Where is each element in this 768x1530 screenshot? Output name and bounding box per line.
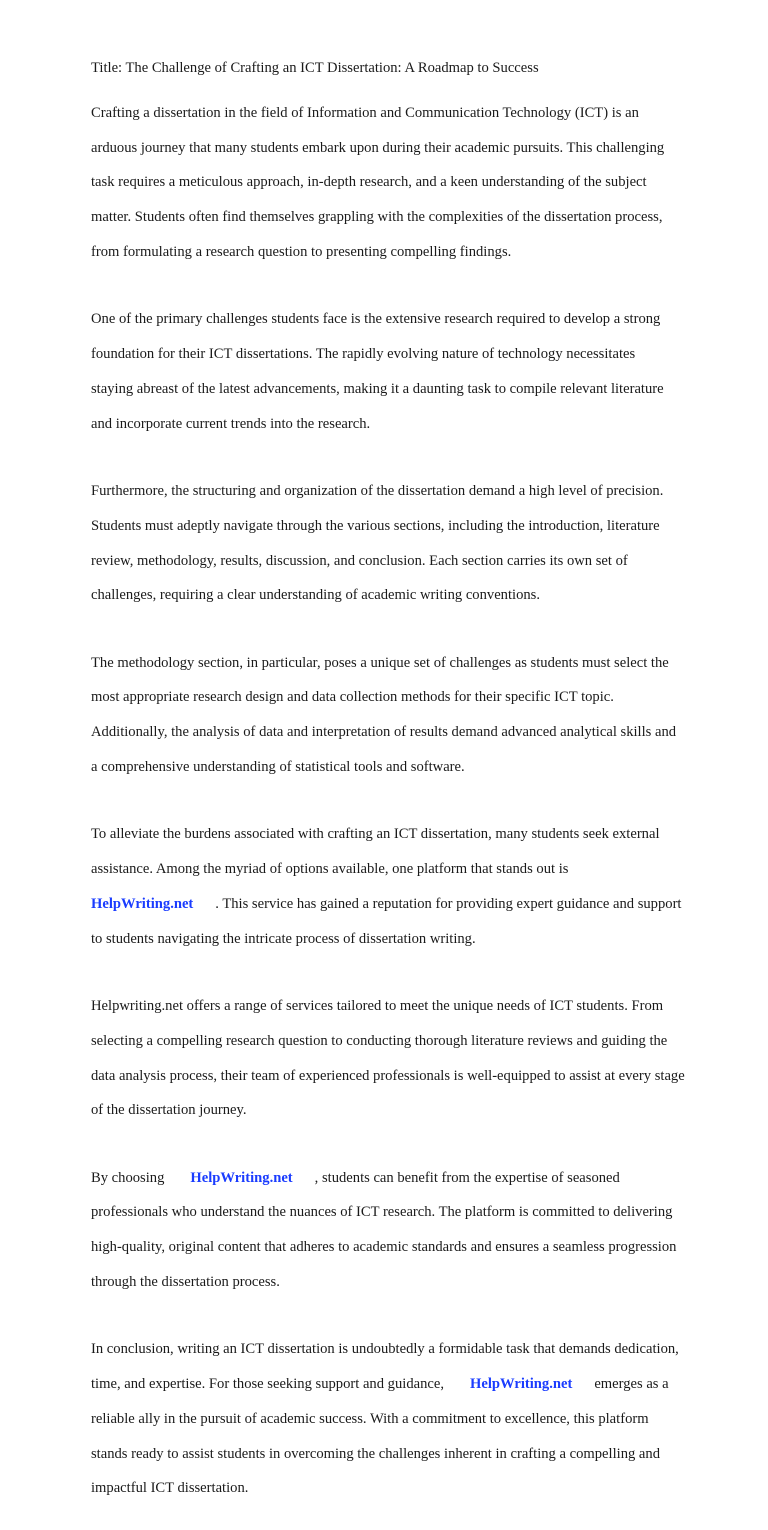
text-fragment: . This service has gained a reputation for providing expert guidance and support [215, 895, 682, 912]
text-line: stands ready to assist students in overcoming the challenges inherent in crafting a compelling and [91, 1445, 661, 1462]
text-line: a comprehensive understanding of statistical tools and software. [91, 759, 465, 776]
text-line: through the dissertation process. [91, 1274, 280, 1290]
paragraph-intro [91, 87, 731, 278]
text-fragment: , students can benefit from the expertise of seasoned [314, 1169, 620, 1186]
document-page [91, 60, 731, 1530]
text-line: data analysis process, their team of experienced professionals is well-equipped to assist at every stage [91, 1067, 685, 1084]
helpwriting-link[interactable]: HelpWriting.net [190, 1169, 293, 1186]
paragraph-assistance [91, 809, 731, 966]
text-line: assistance. Among the myriad of options available, one platform that stands out is [91, 861, 569, 878]
text-line: foundation for their ICT dissertations. The rapidly evolving nature of technology necessitates [91, 346, 636, 363]
text-line: The methodology section, in particular, poses a unique set of challenges as students must select the [91, 654, 669, 671]
text-fragment: time, and expertise. For those seeking support and guidance, [91, 1376, 445, 1393]
text-line: from formulating a research question to presenting compelling findings. [91, 244, 512, 261]
text-line: One of the primary challenges students face is the extensive research required to develop a strong [91, 311, 661, 328]
text-line: impactful ICT dissertation. [91, 1480, 249, 1497]
helpwriting-link[interactable]: HelpWriting.net [470, 1376, 573, 1393]
text-line: challenges, requiring a clear understanding of academic writing conventions. [91, 587, 541, 604]
text-fragment: emerges as a [594, 1376, 669, 1393]
text-line: Students must adeptly navigate through the various sections, including the introduction, literature [91, 517, 660, 534]
text-line: Crafting a dissertation in the field of Information and Communication Technology (ICT) is an [91, 104, 639, 121]
text-line: To alleviate the burdens associated with crafting an ICT dissertation, many students seek external [91, 826, 660, 843]
text-line: staying abreast of the latest advancements, making it a daunting task to compile relevant literature [91, 380, 664, 397]
paragraph-conclusion [91, 1324, 731, 1515]
text-line: professionals who understand the nuances of ICT research. The platform is committed to delivering [91, 1204, 673, 1221]
text-line: matter. Students often find themselves grappling with the complexities of the dissertation process, [91, 209, 663, 226]
text-line-with-link [91, 1376, 731, 1393]
text-line: In conclusion, writing an ICT dissertation is undoubtedly a formidable task that demands dedication, [91, 1341, 679, 1358]
text-line: task requires a meticulous approach, in-depth research, and a keen understanding of the subject [91, 174, 647, 191]
text-line: Helpwriting.net offers a range of services tailored to meet the unique needs of ICT students. From [91, 997, 664, 1014]
text-fragment: By choosing [91, 1169, 165, 1186]
text-line: high-quality, original content that adheres to academic standards and ensures a seamless progression [91, 1239, 677, 1256]
paragraph-methodology [91, 637, 731, 794]
text-line: most appropriate research design and data collection methods for their specific ICT topic. [91, 689, 614, 706]
document-title: Title: The Challenge of Crafting an ICT Dissertation: A Roadmap to Success [91, 60, 539, 76]
text-line: reliable ally in the pursuit of academic success. With a commitment to excellence, this platform [91, 1410, 649, 1427]
text-line: selecting a compelling research question to conducting thorough literature reviews and guiding the [91, 1032, 668, 1049]
paragraph-research-challenge [91, 294, 731, 451]
helpwriting-link[interactable]: HelpWriting.net [91, 895, 194, 912]
text-line: Furthermore, the structuring and organization of the dissertation demand a high level of precision. [91, 482, 664, 499]
text-line: review, methodology, results, discussion, and conclusion. Each section carries its own set of [91, 552, 628, 569]
text-line: arduous journey that many students embark upon during their academic pursuits. This challenging [91, 139, 665, 156]
text-line: to students navigating the intricate process of dissertation writing. [91, 930, 476, 947]
text-line-with-link [91, 1170, 731, 1187]
text-line: Additionally, the analysis of data and interpretation of results demand advanced analytical skills and [91, 724, 677, 741]
text-line: and incorporate current trends into the research. [91, 415, 371, 432]
text-line-with-link [91, 896, 731, 913]
paragraph-services [91, 981, 731, 1138]
paragraph-benefits [91, 1152, 731, 1309]
text-line: of the dissertation journey. [91, 1102, 247, 1119]
paragraph-structure [91, 466, 731, 623]
